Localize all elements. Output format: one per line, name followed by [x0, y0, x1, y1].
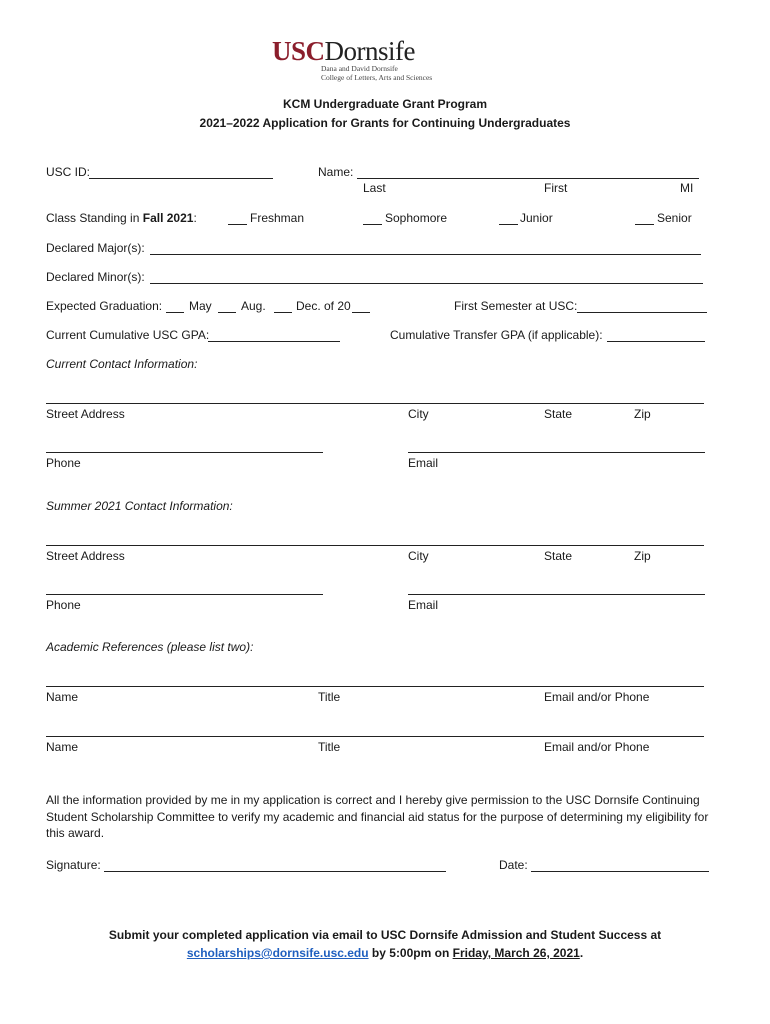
name-field[interactable]	[357, 178, 699, 179]
current-phone-caption: Phone	[46, 456, 81, 470]
current-zip-caption: Zip	[634, 407, 651, 421]
references-heading: Academic References (please list two):	[46, 640, 254, 654]
sophomore-blank[interactable]	[363, 224, 382, 225]
reference-1-contact-caption: Email and/or Phone	[544, 690, 650, 704]
usc-id-field[interactable]	[89, 178, 273, 179]
reference-2-contact-caption: Email and/or Phone	[544, 740, 650, 754]
submission-end: .	[579, 946, 584, 960]
dec-blank[interactable]	[274, 312, 292, 313]
logo-subtitle-line1: Dana and David Dornsife	[321, 64, 398, 73]
class-standing-suffix: :	[193, 211, 197, 225]
reference-2-title-caption: Title	[318, 740, 341, 754]
summer-contact-heading: Summer 2021 Contact Information:	[46, 499, 233, 513]
current-email-field[interactable]	[408, 452, 705, 453]
name-first-caption: First	[544, 181, 568, 195]
form-subtitle: 2021–2022 Application for Grants for Continuing Undergraduates	[199, 116, 571, 130]
usc-id-label: USC ID:	[46, 165, 91, 179]
declared-major-field[interactable]	[150, 254, 701, 255]
reference-2-name-caption: Name	[46, 740, 79, 754]
first-semester-field[interactable]	[577, 312, 707, 313]
logo-usc: USC	[272, 36, 325, 66]
reference-2-field[interactable]	[46, 736, 704, 737]
submission-details	[0, 946, 770, 960]
signature-label: Signature:	[46, 858, 101, 872]
submission-deadline: Friday, March 26, 2021	[452, 946, 580, 960]
may-option: May	[189, 299, 212, 313]
reference-1-name-caption: Name	[46, 690, 79, 704]
current-email-caption: Email	[408, 456, 439, 470]
form-title: KCM Undergraduate Grant Program	[282, 97, 488, 111]
name-label: Name:	[318, 165, 354, 179]
reference-1-title-caption: Title	[318, 690, 341, 704]
summer-city-caption: City	[408, 549, 429, 563]
senior-blank[interactable]	[635, 224, 654, 225]
current-street-caption: Street Address	[46, 407, 125, 421]
name-mi-caption: MI	[680, 181, 694, 195]
current-address-field[interactable]	[46, 403, 704, 404]
expected-graduation-label: Expected Graduation:	[46, 299, 163, 313]
class-standing-prefix: Class Standing in	[46, 211, 143, 225]
class-standing-term: Fall 2021	[142, 211, 194, 225]
declared-minor-label: Declared Minor(s):	[46, 270, 145, 284]
junior-option: Junior	[520, 211, 553, 225]
summer-phone-caption: Phone	[46, 598, 81, 612]
class-standing-label	[46, 211, 197, 225]
aug-blank[interactable]	[218, 312, 236, 313]
transfer-gpa-label: Cumulative Transfer GPA (if applicable):	[390, 328, 603, 342]
summer-zip-caption: Zip	[634, 549, 651, 563]
summer-address-field[interactable]	[46, 545, 704, 546]
submission-instructions: Submit your completed application via email to USC Dornsife Admission and Student Success at	[108, 928, 662, 942]
senior-option: Senior	[657, 211, 692, 225]
transfer-gpa-field[interactable]	[607, 341, 705, 342]
aug-option: Aug.	[241, 299, 266, 313]
summer-email-caption: Email	[408, 598, 439, 612]
dec-year-field[interactable]	[352, 312, 370, 313]
current-state-caption: State	[544, 407, 573, 421]
sophomore-option: Sophomore	[385, 211, 448, 225]
first-semester-label: First Semester at USC:	[454, 299, 578, 313]
reference-1-field[interactable]	[46, 686, 704, 687]
usc-dornsife-logo	[272, 36, 415, 66]
logo-dornsife: Dornsife	[324, 36, 415, 66]
name-last-caption: Last	[363, 181, 386, 195]
declared-minor-field[interactable]	[150, 283, 703, 284]
logo-subtitle-line2: College of Letters, Arts and Sciences	[321, 73, 433, 82]
freshman-blank[interactable]	[228, 224, 247, 225]
freshman-option: Freshman	[250, 211, 305, 225]
summer-state-caption: State	[544, 549, 573, 563]
current-contact-heading: Current Contact Information:	[46, 357, 198, 371]
summer-email-field[interactable]	[408, 594, 705, 595]
may-blank[interactable]	[166, 312, 184, 313]
declared-major-label: Declared Major(s):	[46, 241, 145, 255]
current-phone-field[interactable]	[46, 452, 323, 453]
consent-statement: All the information provided by me in my application is correct and I hereby give permission to the USC Dornsife Continuing Student Scholarship Committee to verify my academic and financial aid status for the purpose of determining my eligibility for this award.	[46, 793, 709, 840]
signature-field[interactable]	[104, 871, 446, 872]
submission-by-text: by 5:00pm on	[368, 946, 453, 960]
junior-blank[interactable]	[499, 224, 518, 225]
date-field[interactable]	[531, 871, 709, 872]
summer-phone-field[interactable]	[46, 594, 323, 595]
cumulative-gpa-label: Current Cumulative USC GPA:	[46, 328, 210, 342]
current-city-caption: City	[408, 407, 429, 421]
submission-email-link[interactable]: scholarships@dornsife.usc.edu	[186, 946, 369, 960]
cumulative-gpa-field[interactable]	[208, 341, 340, 342]
summer-street-caption: Street Address	[46, 549, 125, 563]
date-label: Date:	[499, 858, 528, 872]
dec-option: Dec. of 20	[296, 299, 351, 313]
